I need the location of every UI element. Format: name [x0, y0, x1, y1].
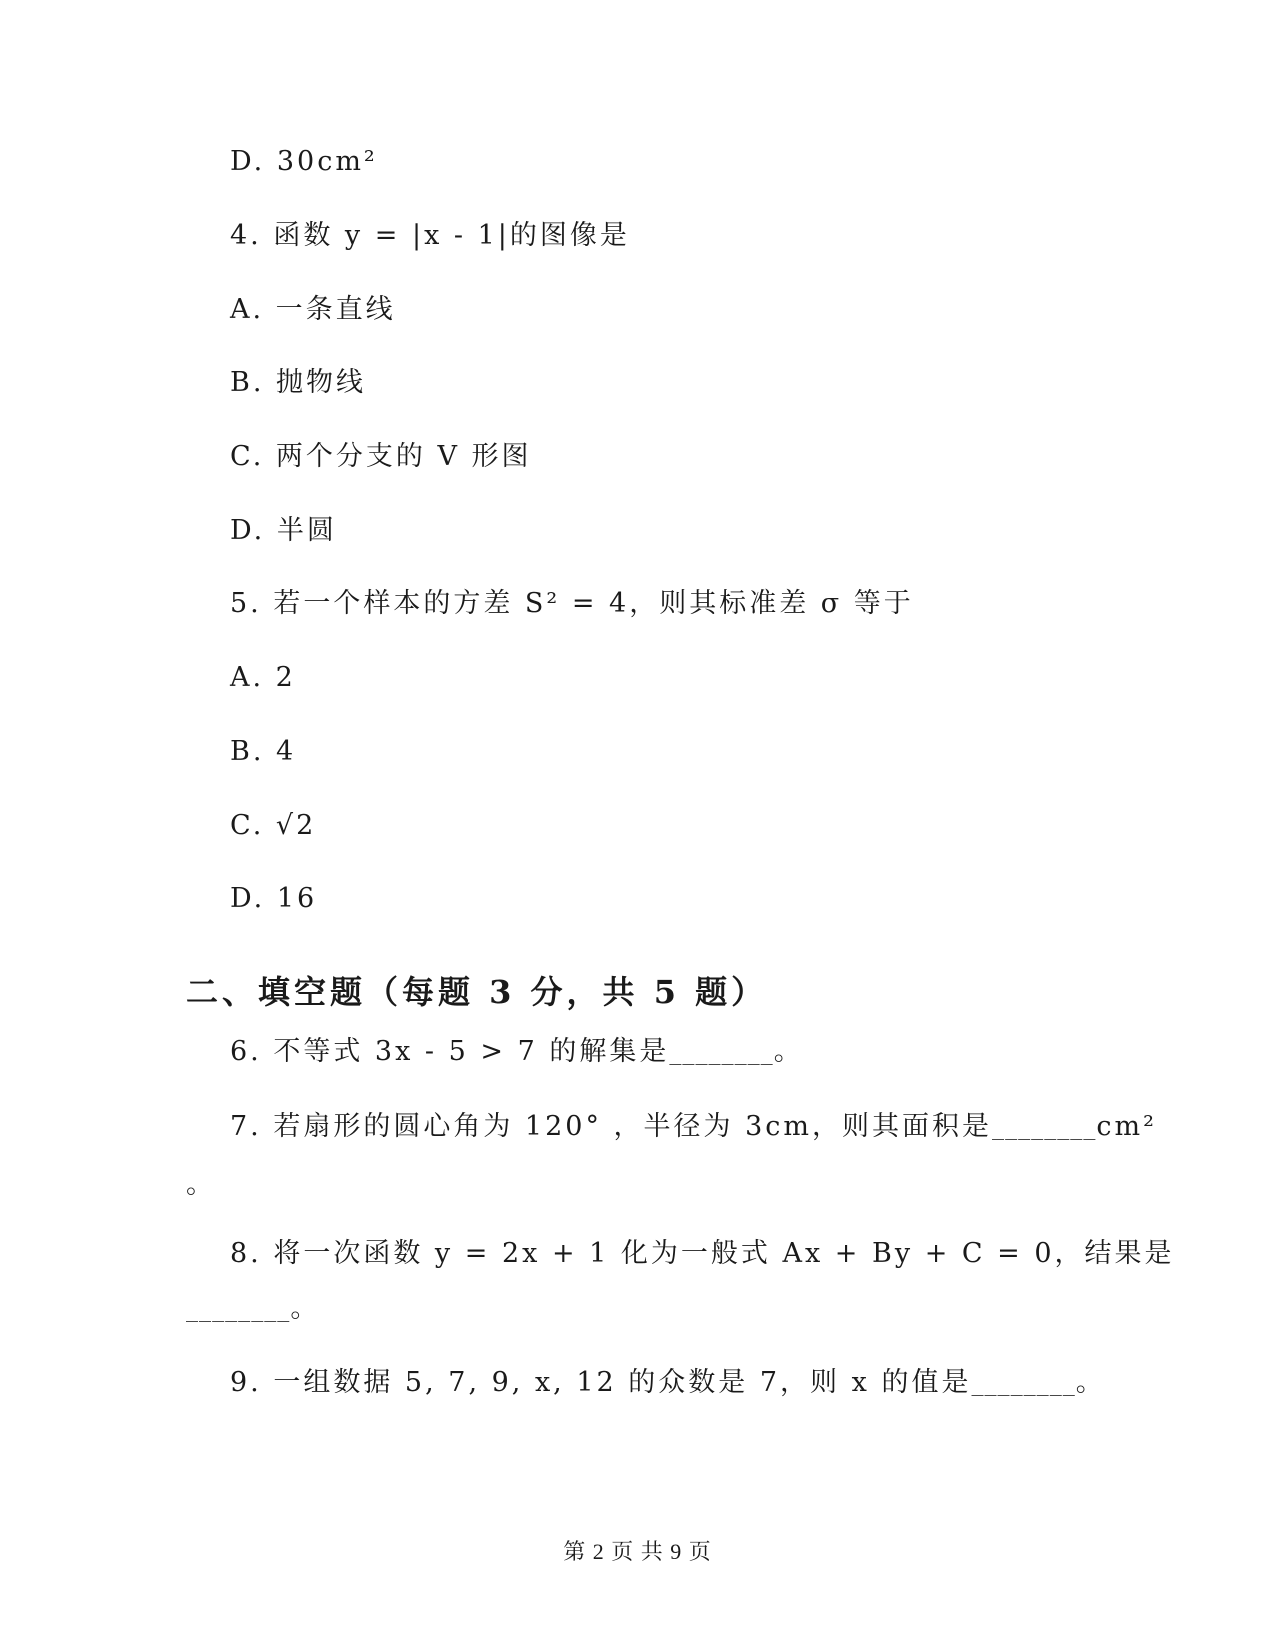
q6-text: 6. 不等式 3x - 5 > 7 的解集是	[230, 1036, 670, 1067]
q6	[230, 1035, 804, 1070]
q7-blank: ________	[992, 1116, 1097, 1140]
q8-end: 。	[290, 1293, 321, 1324]
page-footer: 第 2 页 共 9 页	[563, 1539, 712, 1564]
q5-option-b: B. 4	[230, 736, 297, 767]
q7	[230, 1110, 1157, 1145]
section-title-fill-in: 二、填空题（每题 3 分，共 5 题）	[186, 973, 768, 1011]
q4-option-c: C. 两个分支的 V 形图	[230, 441, 532, 472]
q4-option-d: D. 半圆	[230, 515, 337, 546]
q4-option-b: B. 抛物线	[230, 367, 367, 398]
q6-blank: ________	[669, 1041, 774, 1065]
q9	[230, 1366, 1106, 1401]
q4-option-a: A. 一条直线	[230, 294, 396, 325]
q9-text: 9. 一组数据 5, 7, 9, x, 12 的众数是 7，则 x 的值是	[230, 1367, 972, 1398]
q7-text: 7. 若扇形的圆心角为 120° ，半径为 3cm，则其面积是	[230, 1111, 993, 1142]
q8: 8. 将一次函数 y = 2x + 1 化为一般式 Ax + By + C = 0，结果是	[230, 1238, 1175, 1269]
q5-option-c: C. √2	[230, 810, 317, 841]
q4-stem: 4. 函数 y = |x - 1|的图像是	[230, 220, 630, 251]
q9-blank: ________	[971, 1372, 1076, 1396]
q8-blank: ________	[186, 1298, 291, 1322]
q9-end: 。	[1075, 1367, 1106, 1398]
q8-continuation	[186, 1292, 320, 1327]
q7-continuation: 。	[186, 1169, 216, 1200]
q3-option-d: D. 30cm²	[230, 146, 378, 177]
q5-stem: 5. 若一个样本的方差 S² = 4，则其标准差 σ 等于	[230, 588, 914, 619]
q5-option-d: D. 16	[230, 883, 318, 914]
q7-unit: cm²	[1096, 1111, 1157, 1142]
q6-end: 。	[773, 1036, 804, 1067]
q5-option-a: A. 2	[230, 662, 296, 693]
